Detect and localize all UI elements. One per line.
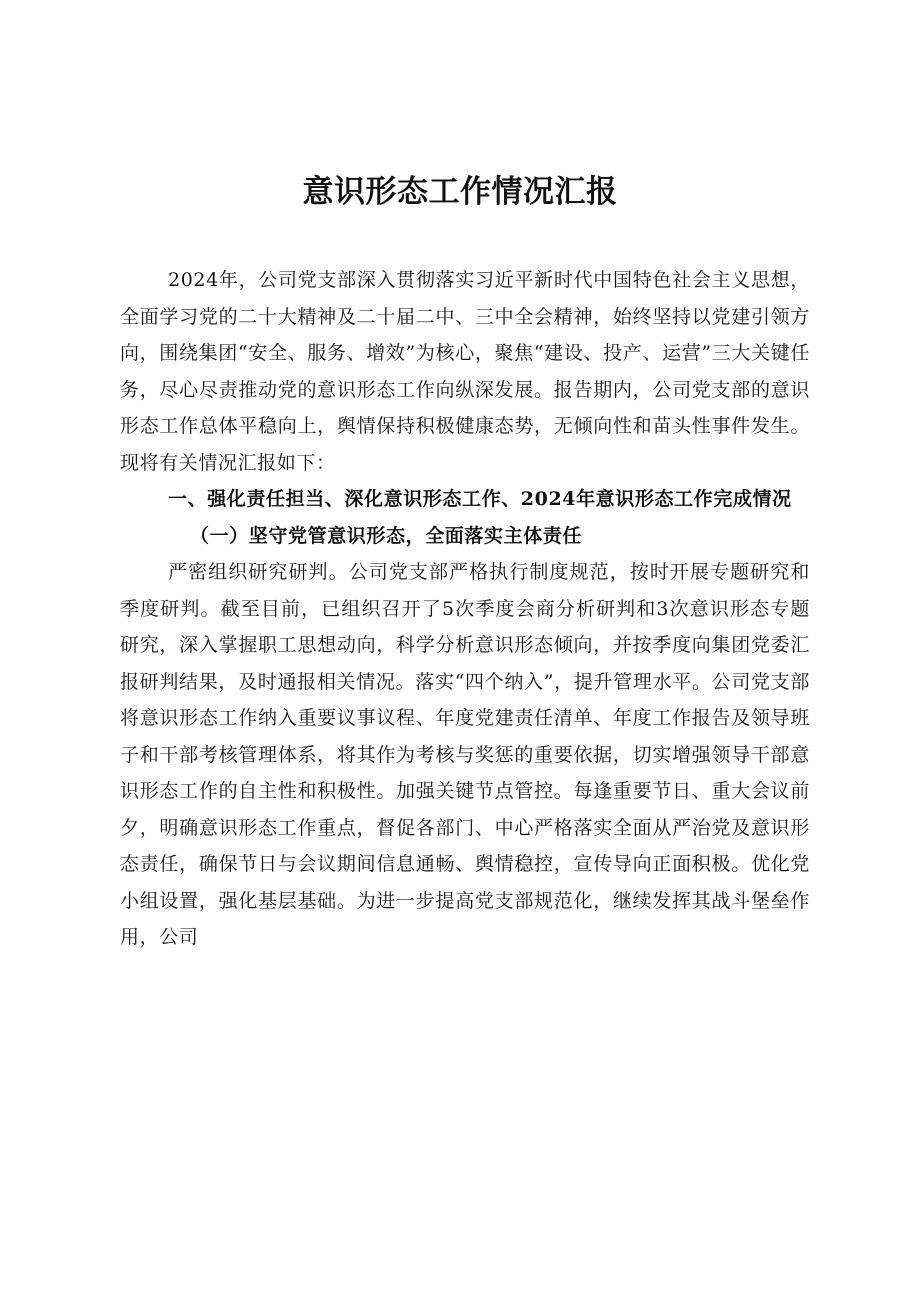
document-body bbox=[120, 262, 810, 956]
subsection-paragraph: 严密组织研究研判。公司党支部严格执行制度规范，按时开展专题研究和季度研判。截至目前，已组织召开了5次季度会商分析研判和3次意识形态专题研究，深入掌握职工思想动向，科学分析意识形态倾向，并按季度向集团党委汇报研判结果，及时通报相关情况。落实“四个纳入”，提升管理水平。公司党支部将意识形态工作纳入重要议事议程、年度党建责任清单、年度工作报告及领导班子和干部考核管理体系，将其作为考核与奖惩的重要依据，切实增强领导干部意识形态工作的自主性和积极性。加强关键节点管控。每逢重要节日、重大会议前夕，明确意识形态工作重点，督促各部门、中心严格落实全面从严治党及意识形态责任，确保节日与会议期间信息通畅、舆情稳控，宣传导向正面积极。优化党小组设置，强化基层基础。为进一步提高党支部规范化，继续发挥其战斗堡垒作用，公司 bbox=[120, 561, 810, 948]
section-heading: 一、强化责任担当、深化意识形态工作、2024年意识形态工作完成情况 bbox=[168, 488, 792, 510]
document-title: 意识形态工作情况汇报 bbox=[302, 174, 618, 210]
subsection-heading: （一）坚守党管意识形态，全面落实主体责任 bbox=[190, 524, 583, 547]
intro-paragraph: 2024年，公司党支部深入贯彻落实习近平新时代中国特色社会主义思想，全面学习党的二十大精神及二十届二中、三中全会精神，始终坚持以党建引领方向，围绕集团“安全、服务、增效”为核心，聚焦“建设、投产、运营”三大关键任务，尽心尽责推动党的意识形态工作向纵深发展。报告期内，公司党支部的意识形态工作总体平稳向上，舆情保持积极健康态势，无倾向性和苗头性事件发生。现将有关情况汇报如下： bbox=[120, 269, 810, 474]
